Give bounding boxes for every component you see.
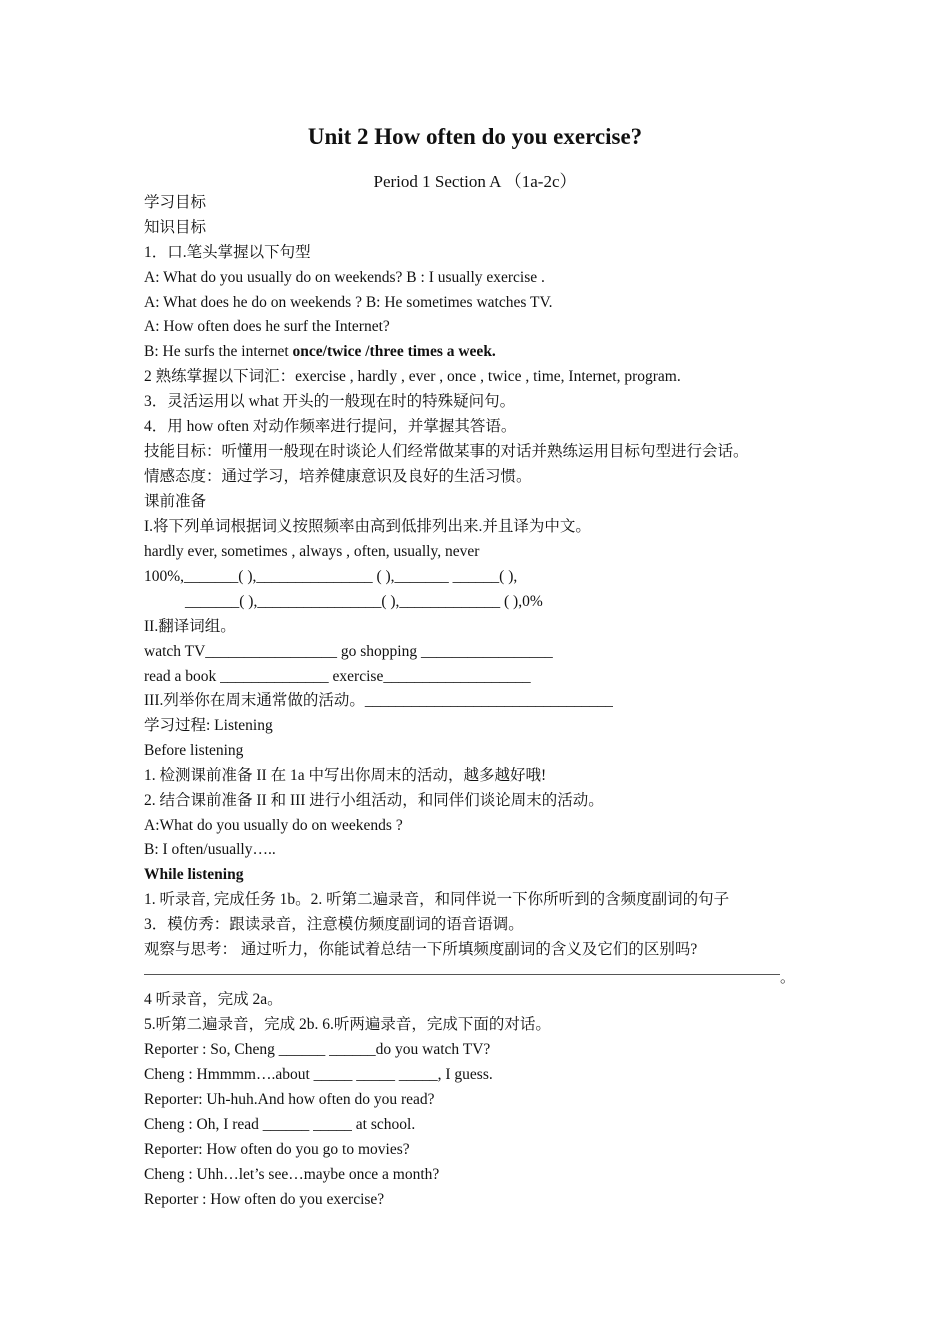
skill-objective: 技能目标：听懂用一般现在时谈论人们经常做某事的对话并熟练运用目标句型进行会话。	[144, 443, 749, 460]
sentence-pattern: A: How often does he surf the Internet?	[144, 318, 390, 335]
frequency-fill-line-2: _______( ),________________( ),_____________ ( ),0%	[185, 593, 543, 610]
before-step-1: 1. 检测课前准备 II 在 1a 中写出你周末的活动，越多越好哦!	[144, 767, 547, 784]
objectives-heading: 学习目标	[144, 194, 207, 211]
example-dialog-a: A:What do you usually do on weekends ?	[144, 817, 403, 834]
pattern-bold: once/twice /three times a week.	[292, 343, 496, 360]
answer-line-end: 。	[780, 970, 796, 986]
page-subtitle: Period 1 Section A （1a-2c）	[373, 172, 577, 191]
dialogue-line: Cheng : Oh, I read ______ _____ at school.	[144, 1116, 416, 1133]
dialogue-line: Reporter : So, Cheng ______ ______do you watch TV?	[144, 1041, 491, 1058]
page-title: Unit 2 How often do you exercise?	[307, 124, 643, 149]
dialogue-line: Reporter: How often do you go to movies?	[144, 1141, 410, 1158]
dialogue-line: Cheng : Uhh…let’s see…maybe once a month?	[144, 1166, 440, 1183]
word-list: hardly ever, sometimes , always , often, usually, never	[144, 543, 480, 560]
dialogue-line: Reporter : How often do you exercise?	[144, 1191, 385, 1208]
while-step-3: 3．模仿秀：跟读录音，注意模仿频度副词的语音语调。	[144, 916, 524, 933]
dialogue-line: Cheng : Hmmmm….about _____ _____ _____, I guess.	[144, 1066, 493, 1083]
step-4: 4 听录音，完成 2a。	[144, 991, 283, 1008]
prep-heading: 课前准备	[144, 493, 207, 510]
answer-line	[144, 974, 780, 975]
knowledge-heading: 知识目标	[144, 219, 207, 236]
pattern-prefix: B: He surfs the internet	[144, 343, 293, 360]
sentence-pattern: A: What do you usually do on weekends? B : I usually exercise .	[144, 269, 545, 286]
observe-question: 观察与思考： 通过听力，你能试着总结一下所填频度副词的含义及它们的区别吗?	[144, 941, 698, 958]
while-step-1: 1. 听录音, 完成任务 1b。2. 听第二遍录音，和同伴说一下你所听到的含频度副词的句子	[144, 891, 730, 908]
prep-task-3: III.列举你在周末通常做的活动。________________________________	[144, 692, 613, 709]
process-heading: 学习过程: Listening	[144, 717, 273, 734]
phrase-fill-line-1: watch TV_________________ go shopping _________________	[144, 643, 553, 660]
before-listening-heading: Before listening	[144, 742, 244, 759]
sentence-pattern: A: What does he do on weekends ? B: He sometimes watches TV.	[144, 294, 553, 311]
objective-item-4: 4．用 how often 对动作频率进行提问，并掌握其答语。	[144, 418, 517, 435]
step-5-6: 5.听第二遍录音，完成 2b. 6.听两遍录音，完成下面的对话。	[144, 1016, 551, 1033]
while-listening-heading: While listening	[144, 866, 244, 883]
prep-task-2: II.翻译词组。	[144, 618, 236, 635]
before-step-2: 2. 结合课前准备 II 和 III 进行小组活动，和同伴们谈论周末的活动。	[144, 792, 604, 809]
example-dialog-b: B: I often/usually…..	[144, 841, 276, 858]
objective-item-3: 3．灵活运用以 what 开头的一般现在时的特殊疑问句。	[144, 393, 516, 410]
emotion-objective: 情感态度：通过学习，培养健康意识及良好的生活习惯。	[144, 468, 532, 485]
phrase-fill-line-2: read a book ______________ exercise___________________	[144, 668, 531, 685]
objective-item-2: 2 熟练掌握以下词汇：exercise , hardly , ever , once , twice , time, Internet, program.	[144, 368, 681, 385]
dialogue-line: Reporter: Uh-huh.And how often do you read?	[144, 1091, 435, 1108]
objective-item-1: 1．口.笔头掌握以下句型	[144, 244, 311, 261]
frequency-fill-line-1: 100%,_______( ),_______________ ( ),_______ ______( ),	[144, 568, 518, 585]
prep-task-1: I.将下列单词根据词义按照频率由高到低排列出来.并且译为中文。	[144, 518, 591, 535]
sentence-pattern-4	[144, 342, 496, 362]
